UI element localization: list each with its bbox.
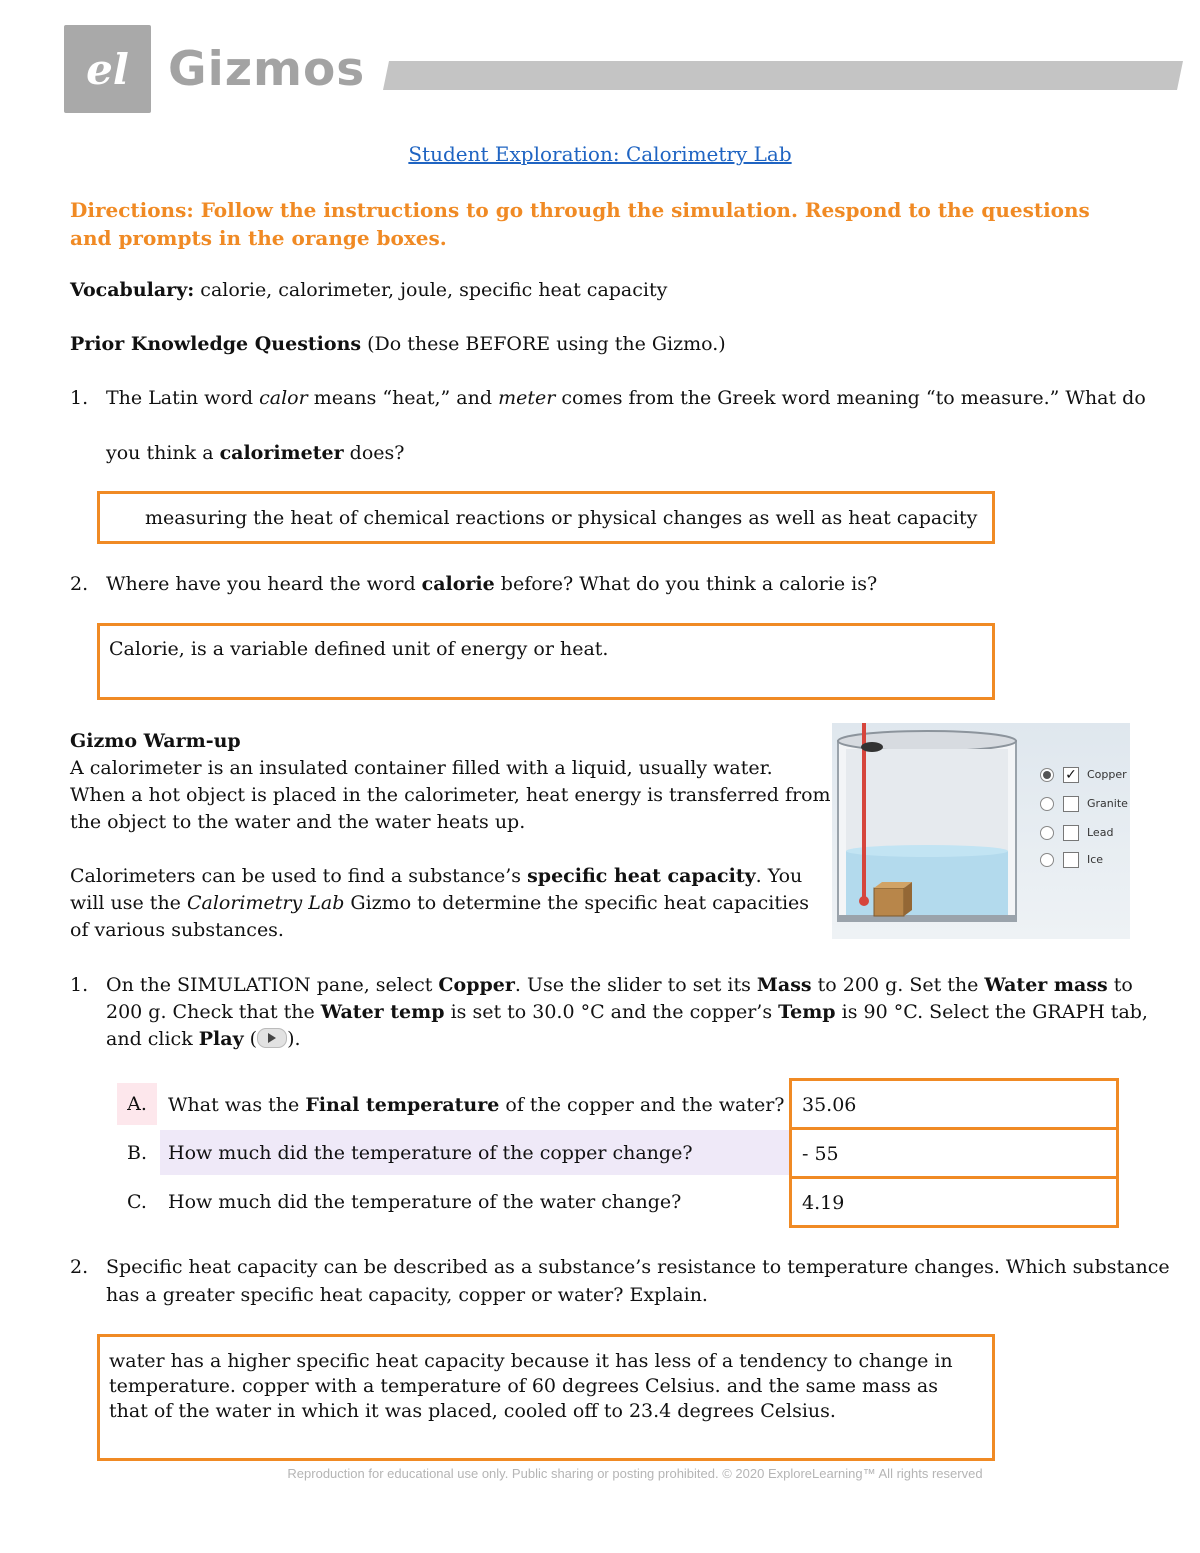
step-2-number: 2. [70,1256,89,1278]
radio-ice [1040,853,1054,867]
calorimeter-illustration [832,723,1130,939]
answer-box-a[interactable] [789,1078,1119,1130]
play-icon [257,1028,287,1048]
step-2-line-1: Specific heat capacity can be described as a substance’s resistance to temperature changes. Which substance [106,1256,1170,1278]
warmup-para2-line2: will use the Calorimetry Lab Gizmo to determine the specific heat capacities [70,892,810,914]
row-c-question: How much did the temperature of the water change? [168,1191,682,1213]
warmup-para1-line3: the object to the water and the water heats up. [70,811,526,833]
header-bar [383,61,1183,90]
checkbox-granite [1063,796,1079,812]
warmup-para1-line1: A calorimeter is an insulated container filled with a liquid, usually water. [70,757,773,779]
warmup-para2-line3: of various substances. [70,919,284,941]
calorimeter-simulation-image [832,723,1130,939]
checkbox-lead [1063,825,1079,841]
warmup-para1-line2: When a hot object is placed in the calorimeter, heat energy is transferred from [70,784,831,806]
answer-box-step-2[interactable] [97,1334,995,1461]
prior-knowledge-heading-line [70,333,726,355]
radio-granite [1040,797,1054,811]
answer-c-text: 4.19 [802,1192,845,1214]
step-1-line-1: On the SIMULATION pane, select Copper. Use the slider to set its Mass to 200 g. Set the Water mass to [106,974,1133,996]
answer-a-text: 35.06 [802,1094,857,1116]
question-1-line-2: you think a calorimeter does? [106,442,405,464]
footer-copyright: Reproduction for educational use only. Public sharing or posting prohibited. © 2020 ExploreLearning™ All rights reserved [287,1466,983,1481]
question-1-line-1: The Latin word calor means “heat,” and meter comes from the Greek word meaning “to measure.” What do [106,387,1146,409]
prior-knowledge-heading: Prior Knowledge Questions [70,333,362,355]
vocabulary-terms: calorie, calorimeter, joule, specific heat capacity [200,279,668,301]
step-1-number: 1. [70,974,89,996]
directions-text: Directions: Follow the instructions to go through the simulation. Respond to the questions and prompts in the orange boxes. [70,198,1090,250]
row-c-letter: C. [127,1191,147,1213]
question-1-number: 1. [70,387,89,409]
sim-option-lead: Lead [1087,826,1114,839]
answer-box-q1[interactable] [97,491,995,544]
row-b-question: How much did the temperature of the copper change? [168,1142,693,1164]
sim-option-granite: Granite [1087,797,1128,810]
answer-q1-text: measuring the heat of chemical reactions or physical changes as well as heat capacity [145,507,978,529]
prior-knowledge-note: (Do these BEFORE using the Gizmo.) [367,333,726,355]
answer-box-q2[interactable] [97,623,995,700]
vocabulary-label: Vocabulary: [70,279,195,301]
answer-step-2-line-2: temperature. copper with a temperature of 60 degrees Celsius. and the same mass as [109,1375,939,1397]
row-a-question: What was the Final temperature of the copper and the water? [168,1094,785,1116]
question-2-number: 2. [70,573,89,595]
sim-option-copper: Copper [1087,768,1127,781]
checkbox-copper-icon: ✓ [1063,767,1079,783]
answer-box-c[interactable] [789,1176,1119,1228]
warmup-heading: Gizmo Warm-up [70,730,241,752]
sim-option-ice: Ice [1087,853,1104,866]
answer-b-text: - 55 [802,1143,839,1165]
row-b-letter: B. [126,1142,147,1164]
page-title[interactable]: Student Exploration: Calorimetry Lab [408,142,792,166]
step-1-line-2: 200 g. Check that the Water temp is set to 30.0 °C and the copper’s Temp is 90 °C. Select the GRAPH tab, [106,1001,1148,1023]
gizmos-wordmark: Gizmos [168,42,366,97]
answer-step-2-line-1: water has a higher specific heat capacity because it has less of a tendency to change in [109,1350,953,1372]
answer-q2-text: Calorie, is a variable defined unit of energy or heat. [109,638,609,660]
warmup-para2-line1: Calorimeters can be used to find a substance’s specific heat capacity. You [70,865,803,887]
logo-letters: el [86,44,129,94]
row-a-letter: A. [127,1093,147,1115]
gizmos-logo-tile [64,25,151,113]
radio-lead [1040,826,1054,840]
step-2-line-2: has a greater specific heat capacity, copper or water? Explain. [106,1284,708,1306]
vocabulary-line [70,279,667,301]
answer-box-b[interactable] [789,1127,1119,1179]
checkbox-ice [1063,852,1079,868]
answer-step-2-line-3: that of the water in which it was placed, cooled off to 23.4 degrees Celsius. [109,1400,836,1422]
radio-copper [1040,768,1054,782]
question-2-text: Where have you heard the word calorie before? What do you think a calorie is? [106,573,878,595]
step-1-line-3: and click Play ( ). [106,1028,301,1050]
